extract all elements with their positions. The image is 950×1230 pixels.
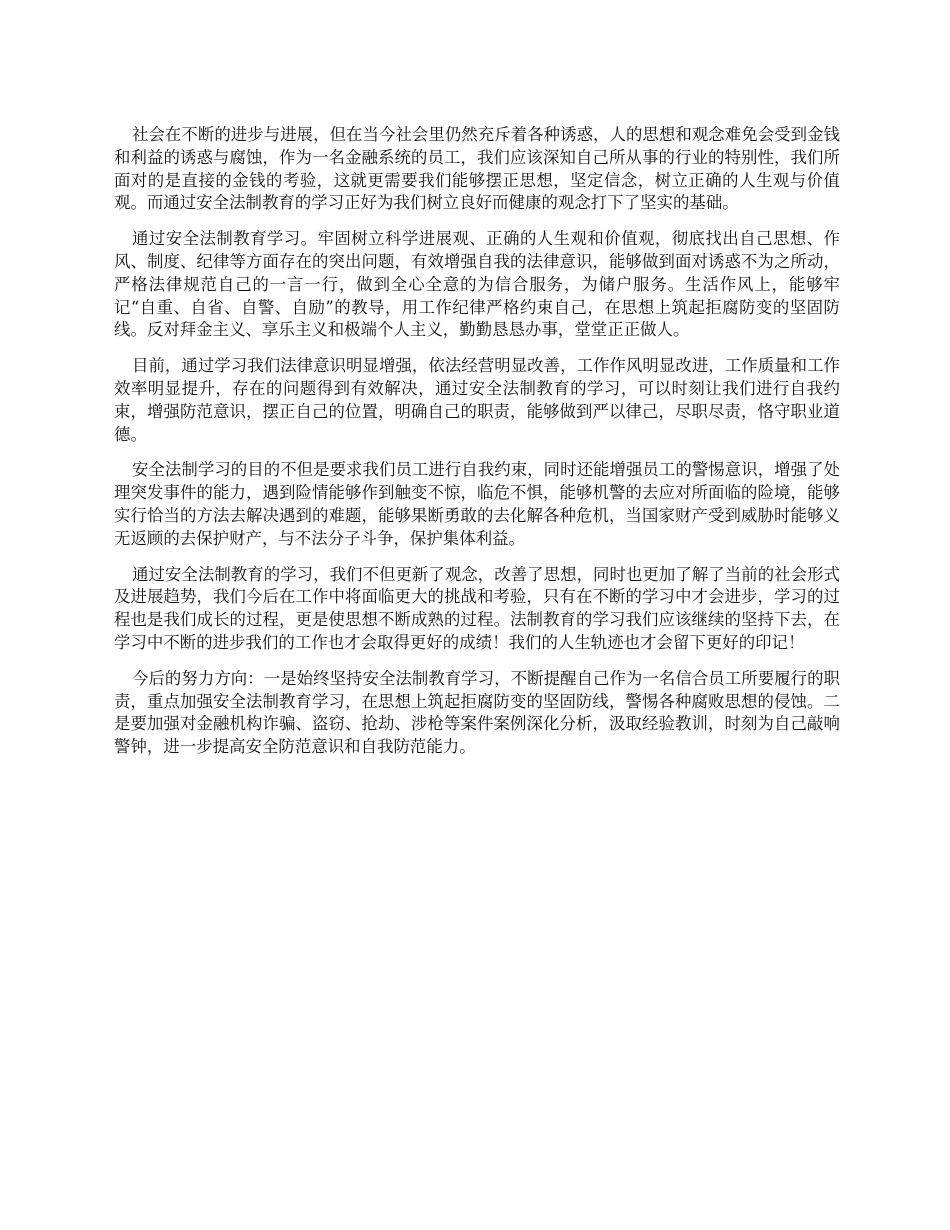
paragraph-6: 今后的努力方向：一是始终坚持安全法制教育学习，不断提醒自己作为一名信合员工所要履行的职责，重点加强安全法制教育学习，在思想上筑起拒腐防变的坚固防线，警惕各种腐败思想的侵蚀。二是要加强对金融机构诈骗、盗窃、抢劫、涉枪等案件案例深化分析，汲取经验教训，时刻为自己敲响警钟，进一步提高安全防范意识和自我防范能力。 xyxy=(114,668,840,757)
paragraph-3: 目前，通过学习我们法律意识明显增强，依法经营明显改善，工作作风明显改进，工作质量和工作效率明显提升，存在的问题得到有效解决，通过安全法制教育的学习，可以时刻让我们进行自我约束，增强防范意识，摆正自己的位置，明确自己的职责，能够做到严以律己，尽职尽责，恪守职业道德。 xyxy=(114,356,840,444)
paragraph-4: 安全法制学习的目的不但是要求我们员工进行自我约束，同时还能增强员工的警惕意识，增强了处理突发事件的能力，遇到险情能够作到触变不惊，临危不惧，能够机警的去应对所面临的险境，能够实行恰当的方法去解决遇到的难题，能够果断勇敢的去化解各种危机，当国家财产受到威胁时能够义无返顾的去保护财产，与不法分子斗争，保护集体利益。 xyxy=(114,460,840,548)
paragraph-1: 社会在不断的进步与进展，但在当今社会里仍然充斥着各种诱惑，人的思想和观念难免会受到金钱和利益的诱惑与腐蚀，作为一名金融系统的员工，我们应该深知自己所从事的行业的特别性，我们所面对的是直接的金钱的考验，这就更需要我们能够摆正思想，坚定信念，树立正确的人生观与价值观。而通过安全法制教育的学习正好为我们树立良好而健康的观念打下了坚实的基础。 xyxy=(114,125,840,213)
paragraph-2: 通过安全法制教育学习。牢固树立科学进展观、正确的人生观和价值观，彻底找出自己思想、作风、制度、纪律等方面存在的突出问题，有效增强自我的法律意识，能够做到面对诱惑不为之所动，严格法律规范自己的一言一行，做到全心全意的为信合服务，为储户服务。生活作风上，能够牢记“自重、自省、自警、自励”的教导，用工作纪律严格约束自己，在思想上筑起拒腐防变的坚固防线。反对拜金主义、享乐主义和极端个人主义，勤勤恳恳办事，堂堂正正做人。 xyxy=(114,229,840,340)
document-body xyxy=(114,124,840,772)
paragraph-5: 通过安全法制教育的学习，我们不但更新了观念，改善了思想，同时也更加了解了当前的社会形式及进展趋势，我们今后在工作中将面临更大的挑战和考验，只有在不断的学习中才会进步，学习的过程也是我们成长的过程，更是使思想不断成熟的过程。法制教育的学习我们应该继续的坚持下去，在学习中不断的进步我们的工作也才会取得更好的成绩！我们的人生轨迹也才会留下更好的印记！ xyxy=(114,564,840,652)
